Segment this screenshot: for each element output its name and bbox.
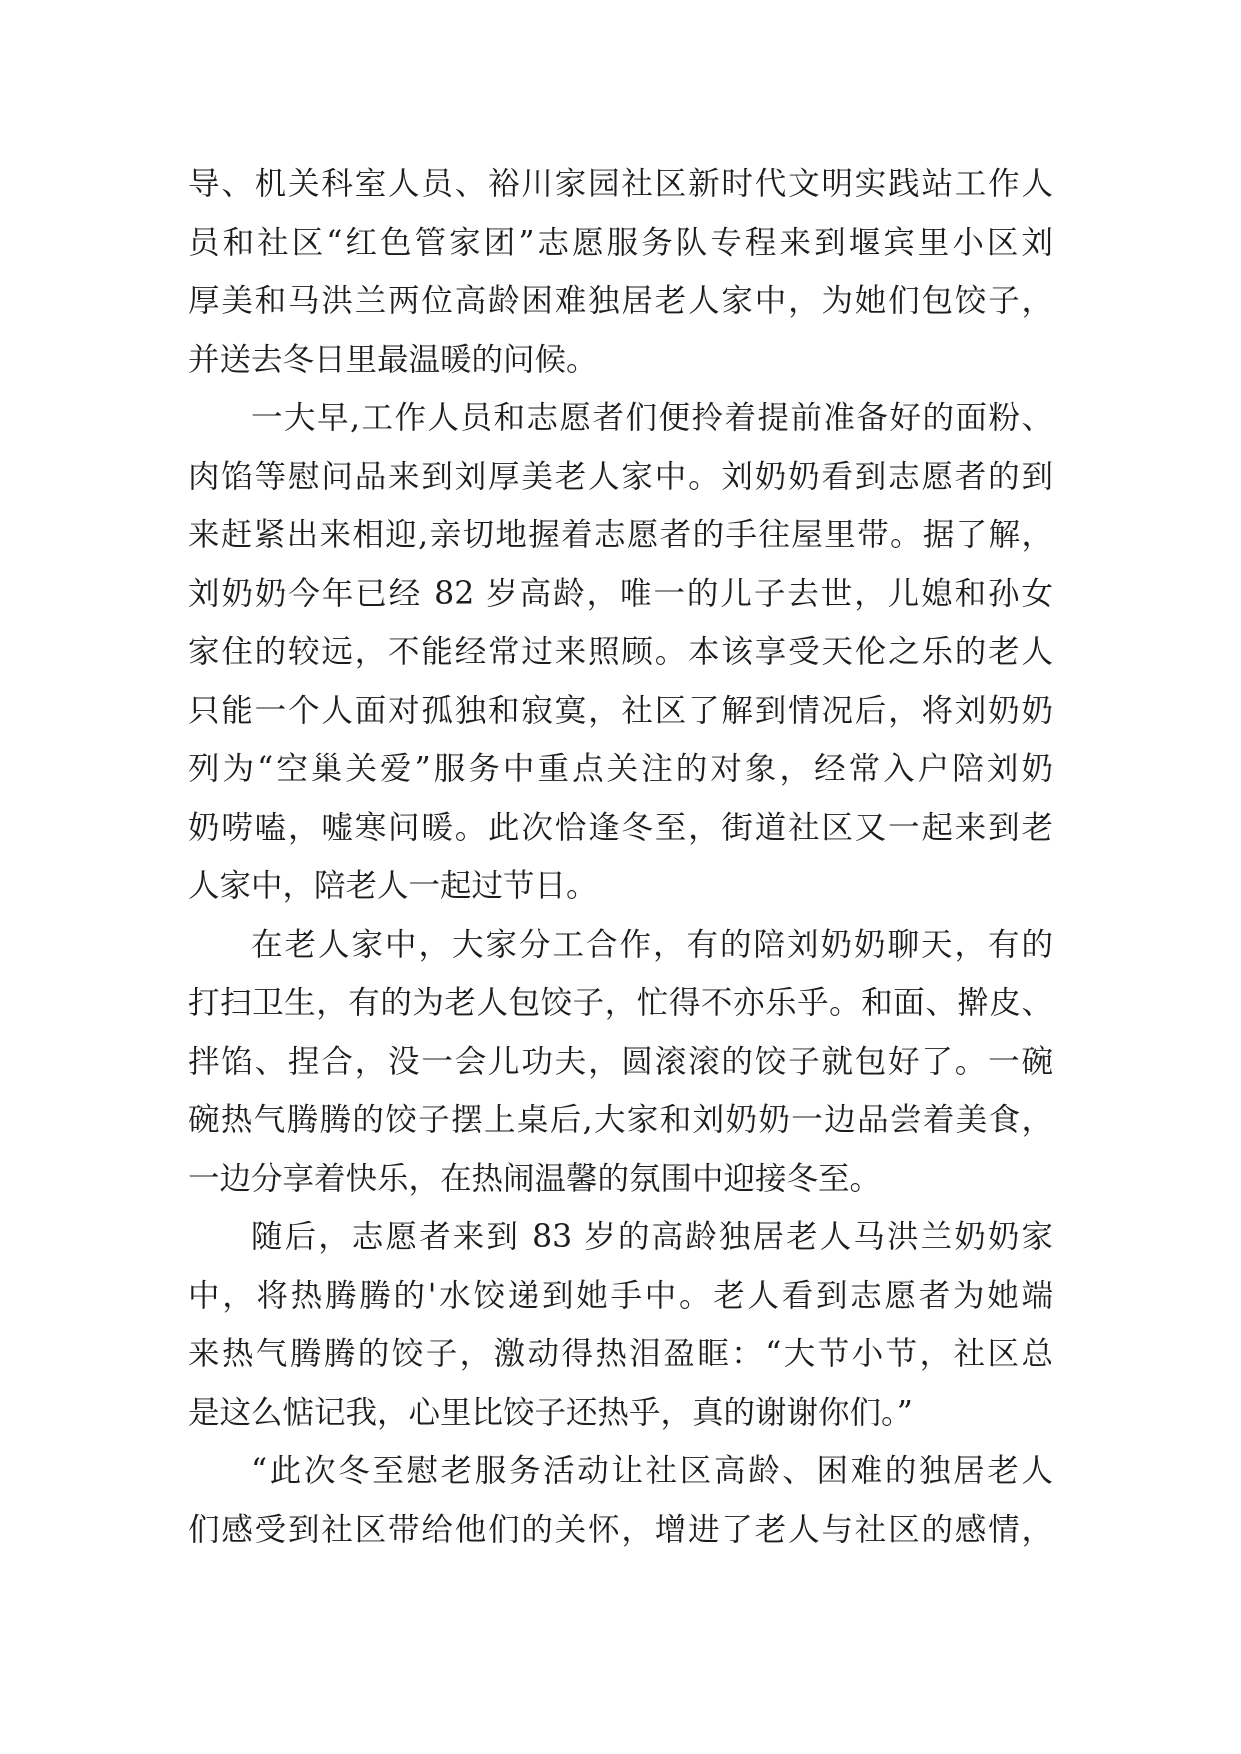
- text-line: 员和社区“红色管家团”志愿服务队专程来到堰宾里小区刘: [188, 224, 1053, 261]
- text-line: 随后，志愿者来到 83 岁的高龄独居老人马洪兰奶奶家: [251, 1219, 1053, 1255]
- text-line: 是这么惦记我，心里比饺子还热乎，真的谢谢你们。”: [188, 1394, 913, 1431]
- text-line: 来赶紧出来相迎,亲切地握着志愿者的手往屋里带。据了解，: [188, 517, 1053, 553]
- paragraph: [188, 389, 1053, 916]
- text-line: “此次冬至慰老服务活动让社区高龄、困难的独居老人: [251, 1453, 1053, 1489]
- text-line: 导、机关科室人员、裕川家园社区新时代文明实践站工作人: [188, 166, 1053, 202]
- text-line: 人家中，陪老人一起过节日。: [188, 868, 598, 904]
- text-line: 刘奶奶今年已经 82 岁高龄，唯一的儿子去世，儿媳和孙女: [188, 575, 1053, 612]
- text-line: 一大早,工作人员和志愿者们便拎着提前准备好的面粉、: [251, 400, 1053, 436]
- text-line: 们感受到社区带给他们的关怀，增进了老人与社区的感情，: [188, 1511, 1053, 1548]
- paragraph: [188, 916, 1053, 1209]
- paragraph: [188, 1208, 1053, 1442]
- paragraph: [188, 1442, 1053, 1559]
- text-line: 一边分享着快乐，在热闹温馨的氛围中迎接冬至。: [188, 1160, 882, 1197]
- paragraph: [188, 155, 1053, 389]
- text-line: 厚美和马洪兰两位高龄困难独居老人家中，为她们包饺子，: [188, 283, 1053, 319]
- text-line: 奶唠嗑，嘘寒问暖。此次恰逢冬至，街道社区又一起来到老: [188, 809, 1053, 846]
- text-line: 肉馅等慰问品来到刘厚美老人家中。刘奶奶看到志愿者的到: [188, 458, 1053, 495]
- text-line: 在老人家中，大家分工合作，有的陪刘奶奶聊天，有的: [251, 926, 1053, 963]
- text-line: 碗热气腾腾的饺子摆上桌后,大家和刘奶奶一边品尝着美食，: [188, 1102, 1053, 1138]
- text-line: 只能一个人面对孤独和寂寞，社区了解到情况后，将刘奶奶: [188, 692, 1053, 729]
- text-line: 来热气腾腾的饺子，激动得热泪盈眶：“大节小节，社区总: [188, 1336, 1053, 1372]
- body-text: [188, 155, 1053, 1559]
- text-line: 并送去冬日里最温暖的问候。: [188, 341, 598, 378]
- text-line: 家住的较远，不能经常过来照顾。本该享受天伦之乐的老人: [188, 634, 1053, 670]
- text-line: 拌馅、捏合，没一会儿功夫，圆滚滚的饺子就包好了。一碗: [188, 1043, 1053, 1080]
- text-line: 打扫卫生，有的为老人包饺子，忙得不亦乐乎。和面、擀皮、: [188, 985, 1053, 1021]
- text-line: 列为“空巢关爱”服务中重点关注的对象，经常入户陪刘奶: [188, 751, 1053, 787]
- text-line: 中，将热腾腾的'水饺递到她手中。老人看到志愿者为她端: [188, 1277, 1053, 1314]
